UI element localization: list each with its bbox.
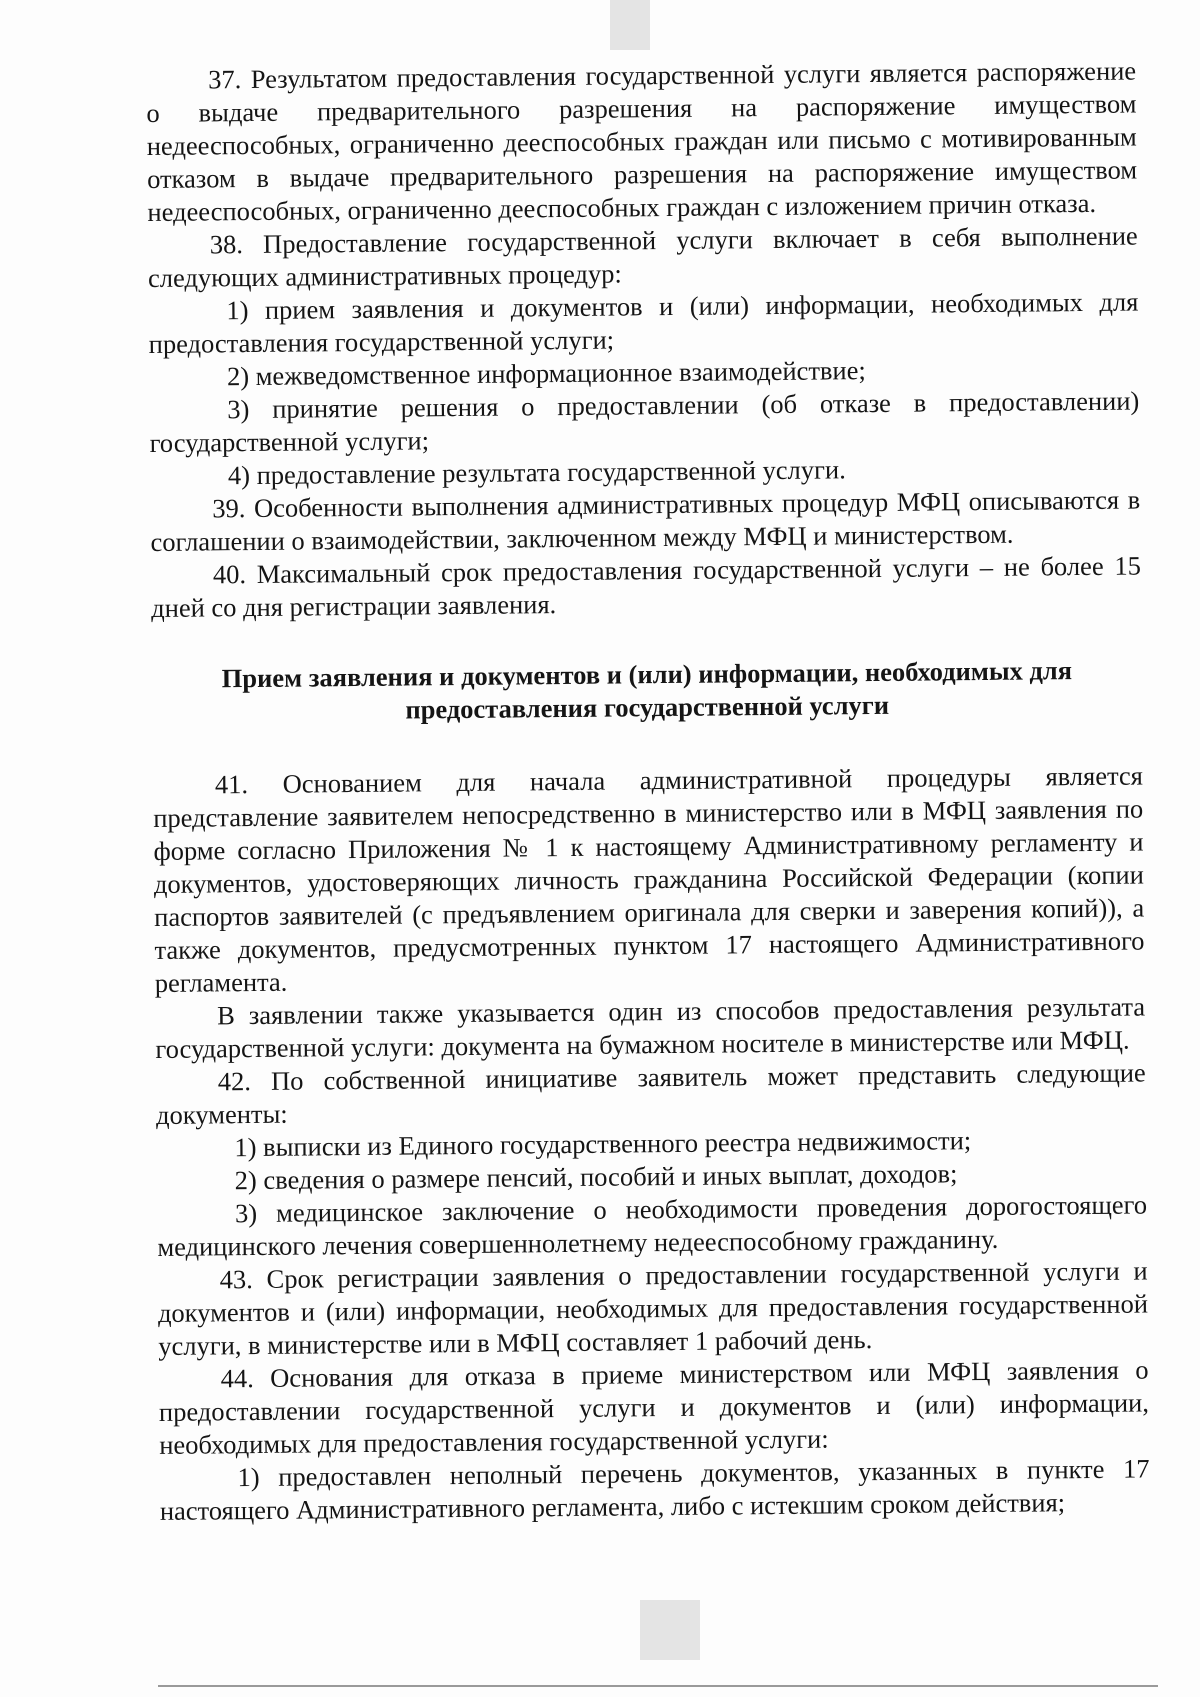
list-item-42-3: 3) медицинское заключение о необходимости проведения дорогостоящего медицинского лечения совершеннолетнему недееспособному гражданину. [157,1189,1148,1262]
list-item-38-1: 1) прием заявления и документов и (или) информации, необходимых для предоставления государственной услуги; [148,286,1139,359]
paragraph-41: 41. Основанием для начала административной процедуры является представление заявителем непосредственно в министерство или в МФЦ заявления по форме согласно Приложения № 1 к настоящему Административному регламенту и документов, удостоверяющих личность гражданина Российской Федерации (копии паспортов заявителей (с предъявлением оригинала для сверки и заверения копий)), а также документов, предусмотренных пунктом 17 настоящего Административного регламента. [153,760,1145,998]
paragraph-38: 38. Предоставление государственной услуги включает в себя выполнение следующих административных процедур: [147,220,1138,293]
paragraph-40: 40. Максимальный срок предоставления государственной услуги – не более 15 дней со дня регистрации заявления. [151,550,1142,623]
list-item-38-4: 4) предоставление результата государственной услуги. [227,454,846,491]
paragraph-39: 39. Особенности выполнения административных процедур МФЦ описываются в соглашении о взаимодействии, заключенном между МФЦ и министерством. [150,484,1141,557]
list-item-38-3: 3) принятие решения о предоставлении (об отказе в предоставлении) государственной услуги; [149,385,1140,458]
document-body [146,54,1150,1527]
paragraph-41-note: В заявлении также указывается один из способов предоставления результата государственной услуги: документа на бумажном носителе в министерстве или МФЦ. [155,991,1146,1064]
list-item-42-1: 1) выписки из Единого государственного реестра недвижимости; [234,1125,972,1163]
scan-artifact-top [610,0,650,50]
paragraph-37: 37. Результатом предоставления государственной услуги является распоряжение о выдаче предварительного разрешения на распоряжение имуществом недееспособных, ограниченно дееспособных граждан или письмо с мотивированным отказом в выдаче предварительного разрешения на распоряжение имуществом недееспособных, ограниченно дееспособных граждан с изложением причин отказа. [146,55,1138,227]
list-item-42-2: 2) сведения о размере пенсий, пособий и иных выплат, доходов; [234,1158,958,1196]
list-item-38-2: 2) межведомственное информационное взаимодействие; [226,355,866,392]
scan-edge-line [158,1685,1158,1687]
paragraph-44: 44. Основания для отказа в приеме министерством или МФЦ заявления о предоставлении государственной услуги и документов и (или) информации, необходимых для предоставления государственной услуги: [158,1354,1150,1460]
scan-artifact-bottom [640,1600,700,1660]
list-item-44-1: 1) предоставлен неполный перечень документов, указанных в пункте 17 настоящего Административного регламента, либо с истекшим сроком действия; [159,1453,1150,1526]
paragraph-43: 43. Срок регистрации заявления о предоставлении государственной услуги и документов и (или) информации, необходимых для предоставления государственной услуги, в министерстве или в МФЦ составляет 1 рабочий день. [157,1255,1149,1361]
paragraph-42: 42. По собственной инициативе заявитель может представить следующие документы: [155,1057,1146,1130]
section-heading: Прием заявления и документов и (или) информации, необходимых для предоставления государственной услуги [221,655,1073,725]
